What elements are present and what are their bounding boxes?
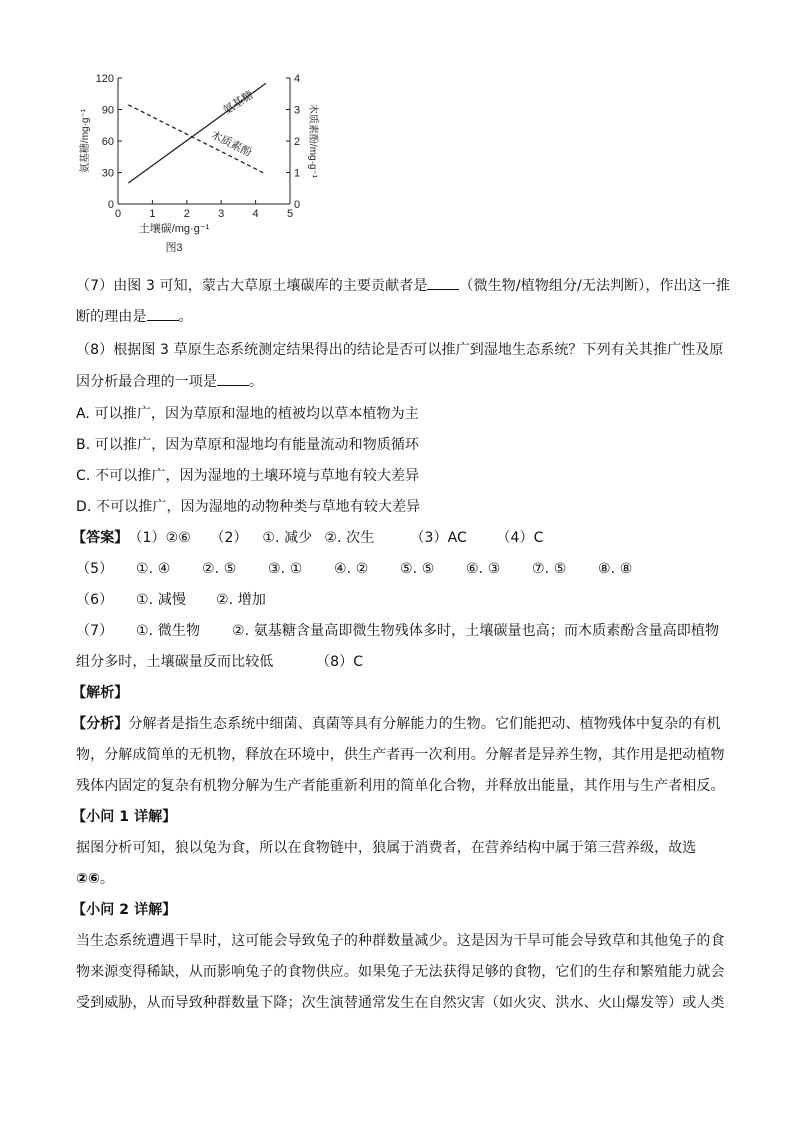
q7-line-2 <box>76 306 193 327</box>
answer-row-3 <box>76 590 266 610</box>
q7-text-b: （微生物/植物组分/无法判断），作出这一推 <box>459 278 730 294</box>
right-tick-label: 3 <box>294 104 301 117</box>
right-tick-label: 2 <box>294 136 301 148</box>
lignin-phenol-line-label: 木质素酚 <box>208 129 254 160</box>
answer-item: （1）②⑥ <box>128 530 191 546</box>
answer-item: （3）AC <box>410 530 467 546</box>
answer-row-2 <box>76 559 632 579</box>
series-line-lignin-phenol <box>128 105 266 174</box>
right-tick-label: 4 <box>294 73 301 85</box>
answer-item: ②. ⑤ <box>202 561 237 577</box>
answer-item: ②. 增加 <box>216 592 266 608</box>
q8-text-b: 。 <box>249 374 264 390</box>
left-tick-label: 0 <box>107 199 114 211</box>
sub2-line-3: 受到威胁，从而导致种群数量下降；次生演替通常发生在自然灾害（如火灾、洪水、火山爆发等）或人类 <box>76 995 725 1011</box>
answer-item: ⑤. ⑤ <box>400 561 435 577</box>
answer-item: （8）C <box>316 654 364 670</box>
answer-row-1 <box>72 528 544 548</box>
answer-item: ③. ① <box>268 561 303 577</box>
q8-option-c: C. 不可以推广，因为湿地的土壤环境与草地有较大差异 <box>76 468 420 484</box>
answer-item: （4）C <box>496 530 544 546</box>
left-axis-label: 氨基糖/mg·g⁻¹ <box>80 108 91 174</box>
right-axis-label: 木质素酚/mg·g⁻¹ <box>307 103 318 179</box>
fenxi-text: 分解者是指生态系统中细菌、真菌等具有分解能力的生物。它们能把动、植物残体中复杂的有机 <box>128 716 721 732</box>
right-tick-label: 1 <box>294 167 301 180</box>
left-tick-label: 90 <box>101 104 114 117</box>
analysis-line-2: 物，分解成简单的无机物，释放在环境中，供生产者再一次利用。分解者是异养生物，其作用是把动植物 <box>76 747 725 763</box>
q7-text-c: 断的理由是 <box>76 309 147 325</box>
answer-item: ①. 微生物 <box>136 623 201 639</box>
fenxi-tag: 【分析】 <box>72 716 129 732</box>
q7-text-a: （7）由图 3 可知，蒙古大草原土壤碳库的主要贡献者是 <box>76 278 428 294</box>
analysis-line-1 <box>72 714 721 734</box>
answer-item: （6） <box>76 592 114 608</box>
answer-item: ⑧. ⑧ <box>598 561 633 577</box>
q8-blank <box>217 371 249 386</box>
left-tick-label: 60 <box>101 136 114 148</box>
chart-svg <box>72 70 332 270</box>
q8-line-1: （8）根据图 3 草原生态系统测定结果得出的结论是否可以推广到湿地生态系统？下列有关其推广性及原 <box>76 342 724 358</box>
x-tick-label: 4 <box>252 208 259 220</box>
sub2-tag: 【小问 2 详解】 <box>72 902 177 918</box>
sub2-line-1: 当生态系统遭遇干旱时，这可能会导致兔子的种群数量减少。这是因为干旱可能会导致草和其他兔子的食 <box>76 933 725 949</box>
answer-item: ④. ② <box>334 561 369 577</box>
q8-option-d: D. 不可以推广，因为湿地的动物种类与草地有较大差异 <box>76 499 421 515</box>
q8-option-b: B. 可以推广，因为草原和湿地均有能量流动和物质循环 <box>76 437 420 453</box>
q7-blank-2 <box>147 306 179 321</box>
answer-item: ①. 减少 <box>262 530 313 546</box>
sub1-answer: ②⑥ <box>76 871 100 887</box>
q7-blank-1 <box>427 275 459 290</box>
q8-text-a: 因分析最合理的一项是 <box>76 374 217 390</box>
x-tick-label: 5 <box>286 208 294 220</box>
sub1-tag: 【小问 1 详解】 <box>72 809 177 825</box>
sub1-line-1: 据图分析可知，狼以兔为食，所以在食物链中，狼属于消费者，在营养结构中属于第三营养级，故选 <box>76 840 697 856</box>
answer-tag: 【答案】 <box>72 530 129 546</box>
x-tick-label: 3 <box>218 208 225 220</box>
amino-sugar-line-label: 氨基糖 <box>221 88 256 118</box>
answer-item: ⑦. ⑤ <box>532 561 567 577</box>
left-tick-label: 30 <box>101 167 114 180</box>
answer-item: ①. 减慢 <box>136 592 186 608</box>
answer-item: 组分多时，土壤碳量反而比较低 <box>76 654 274 670</box>
q8-line-2 <box>76 371 263 392</box>
x-axis-label: 土壤碳/mg·g⁻¹ <box>138 223 210 235</box>
q7-line-1 <box>76 275 730 296</box>
x-tick-label: 0 <box>114 208 122 220</box>
x-tick-label: 2 <box>183 208 190 220</box>
sub2-line-2: 物来源变得稀缺，从而影响兔子的食物供应。如果兔子无法获得足够的食物，它们的生存和繁殖能力就会 <box>76 964 725 980</box>
q7-text-d: 。 <box>178 309 193 325</box>
answer-item: （7） <box>76 623 114 639</box>
answer-item: ①. ④ <box>136 561 171 577</box>
analysis-line-3: 残体内固定的复杂有机物分解为生产者能重新利用的简单化合物，并释放出能量，其作用与生产者相反。 <box>76 778 725 794</box>
left-tick-label: 120 <box>95 73 114 85</box>
sub1-period: 。 <box>99 871 115 887</box>
right-tick-label: 0 <box>294 199 301 211</box>
answer-item: ②. 次生 <box>324 530 375 546</box>
x-tick-label: 1 <box>149 208 156 220</box>
analysis-tag: 【解析】 <box>72 685 129 701</box>
answer-item: （2） <box>210 530 248 546</box>
answer-row-4 <box>76 621 719 641</box>
figure-3 <box>72 70 332 270</box>
sub1-line-2 <box>76 869 114 889</box>
answer-item: （5） <box>76 561 114 577</box>
figure-caption: 图3 <box>165 242 183 254</box>
answer-item: ②. 氨基糖含量高即微生物残体多时，土壤碳量也高；而木质素酚含量高即植物 <box>232 623 720 639</box>
answer-row-5 <box>76 652 363 672</box>
q8-option-a: A. 可以推广，因为草原和湿地的植被均以草本植物为主 <box>76 406 419 422</box>
answer-item: ⑥. ③ <box>466 561 501 577</box>
